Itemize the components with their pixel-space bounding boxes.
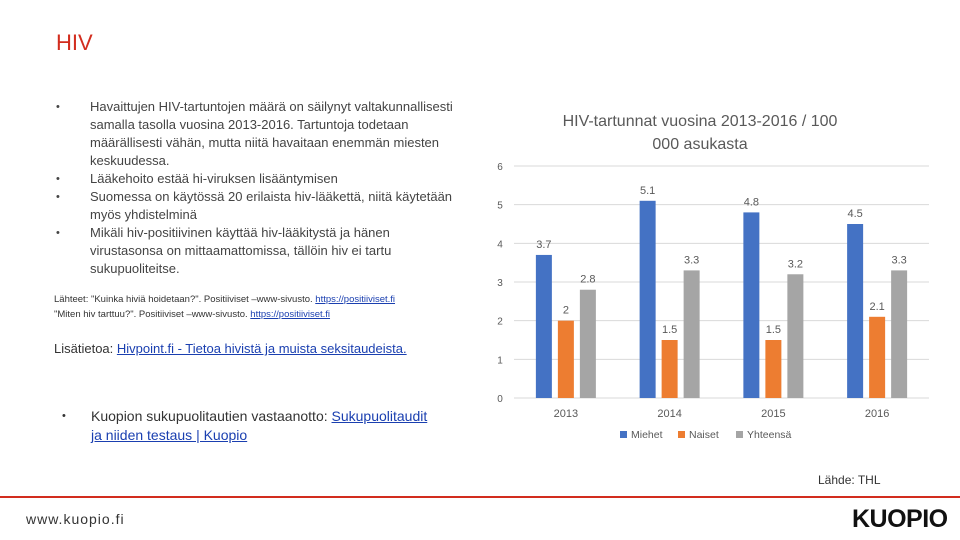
y-tick-label: 6 (497, 162, 503, 173)
legend-swatch (736, 431, 743, 438)
y-tick-label: 2 (497, 316, 503, 328)
y-tick-label: 0 (497, 394, 503, 405)
x-tick-label: 2014 (657, 408, 682, 420)
bar-naiset-2014 (662, 340, 678, 398)
footer-url[interactable]: www.kuopio.fi (26, 511, 125, 527)
y-tick-label: 3 (497, 278, 503, 289)
y-tick-label: 5 (497, 200, 503, 212)
data-label: 2.1 (869, 300, 885, 313)
bullet-text: Suomessa on käytössä 20 erilaista hiv-lääkettä, niitä käytetään myös yhdistelminä (90, 189, 453, 222)
data-label: 3.2 (787, 258, 804, 271)
legend-label: Naiset (689, 429, 719, 441)
legend-label: Yhteensä (747, 429, 792, 441)
data-label: 2 (562, 304, 569, 317)
bullet-marker: • (62, 410, 66, 422)
clinic-text: Kuopion sukupuolitautien vastaanotto: (91, 408, 332, 424)
source-note: Lähde: THL (818, 473, 881, 487)
source-line (54, 307, 484, 322)
bullet-text: Lääkehoito estää hi-viruksen lisääntymisen (90, 171, 338, 186)
chart-bars (536, 201, 907, 398)
y-tick-label: 1 (497, 355, 503, 367)
bullet-text: Havaittujen HIV-tartuntojen määrä on säilynyt valtakunnallisesti samalla tasolla vuosina 2013-2016. Tartuntoja todetaan määrällisesti vähän, mutta niitä havaitaan enemmän miesten keskuudessa. (90, 99, 453, 168)
bullet-marker: • (56, 227, 60, 239)
legend-swatch (678, 431, 685, 438)
chart-grid (514, 166, 929, 398)
y-tick-label: 4 (497, 239, 503, 251)
x-tick-label: 2015 (761, 408, 786, 420)
bar-miehet-2016 (847, 224, 863, 398)
source-link[interactable]: https://positiiviset.fi (250, 309, 331, 320)
bullet-marker: • (56, 101, 60, 113)
bullet-marker: • (56, 191, 60, 203)
source-link[interactable]: https://positiiviset.fi (315, 294, 396, 305)
more-info-label: Lisätietoa: (54, 341, 117, 356)
y-axis (497, 162, 503, 405)
bar-naiset-2016 (869, 317, 885, 398)
bar-miehet-2013 (536, 255, 552, 398)
footer-divider (0, 496, 960, 498)
hivpoint-link[interactable]: Hivpoint.fi - Tietoa hivistä ja muista seksitaudeista. (116, 341, 407, 356)
kuopio-logo: KUOPIO (852, 505, 948, 533)
bar-yhteensä-2014 (684, 270, 700, 398)
data-label: 4.8 (743, 196, 760, 209)
x-tick-label: 2016 (864, 408, 890, 420)
bar-miehet-2014 (640, 201, 656, 398)
legend-label: Miehet (631, 429, 663, 441)
bullet-text: Mikäli hiv-positiivinen käyttää hiv-lääkitystä ja hänen virustasonsa on mittaamattomissa, tällöin hiv ei tartu sukupuoliteitse. (90, 225, 392, 276)
clinic-link[interactable]: Sukupuolitaudit ja niiden testaus | Kuopio (91, 408, 428, 443)
bullet-marker: • (56, 173, 60, 185)
chart-legend (620, 429, 792, 441)
x-axis (554, 408, 890, 420)
clinic-bullet (56, 407, 436, 445)
hiv-bar-chart (484, 104, 936, 454)
source-line (54, 292, 484, 307)
bar-yhteensä-2015 (787, 274, 803, 398)
bar-naiset-2015 (765, 340, 781, 398)
bullet-item (50, 170, 460, 188)
data-label: 5.1 (639, 184, 656, 197)
data-label: 1.5 (765, 324, 782, 336)
chart-title-line-2: 000 asukasta (652, 136, 748, 153)
source-text: "Miten hiv tarttuu?". Positiiviset –www-sivusto. (54, 309, 251, 320)
bullet-item (50, 224, 460, 278)
bar-yhteensä-2016 (891, 270, 907, 398)
bullet-item (50, 188, 460, 224)
bar-naiset-2013 (558, 321, 574, 398)
slide-title: HIV (56, 30, 93, 55)
data-label: 3.3 (683, 254, 700, 267)
sources-block (54, 292, 484, 322)
more-info (54, 341, 407, 356)
bullet-item (50, 98, 460, 170)
bar-miehet-2015 (743, 212, 759, 398)
data-label: 2.8 (580, 273, 596, 286)
x-tick-label: 2013 (553, 408, 579, 420)
clinic-text-block (56, 407, 436, 445)
bullet-list (50, 98, 460, 278)
data-label: 4.5 (847, 208, 863, 220)
chart-title-line-1: HIV-tartunnat vuosina 2013-2016 / 100 (562, 113, 838, 130)
bar-yhteensä-2013 (580, 290, 596, 398)
data-label: 3.3 (891, 254, 907, 267)
source-text: Lähteet: "Kuinka hiviä hoidetaan?". Positiiviset –www-sivusto. (54, 294, 316, 305)
data-label: 1.5 (661, 324, 678, 336)
data-label: 3.7 (536, 238, 552, 251)
legend-swatch (620, 431, 627, 438)
